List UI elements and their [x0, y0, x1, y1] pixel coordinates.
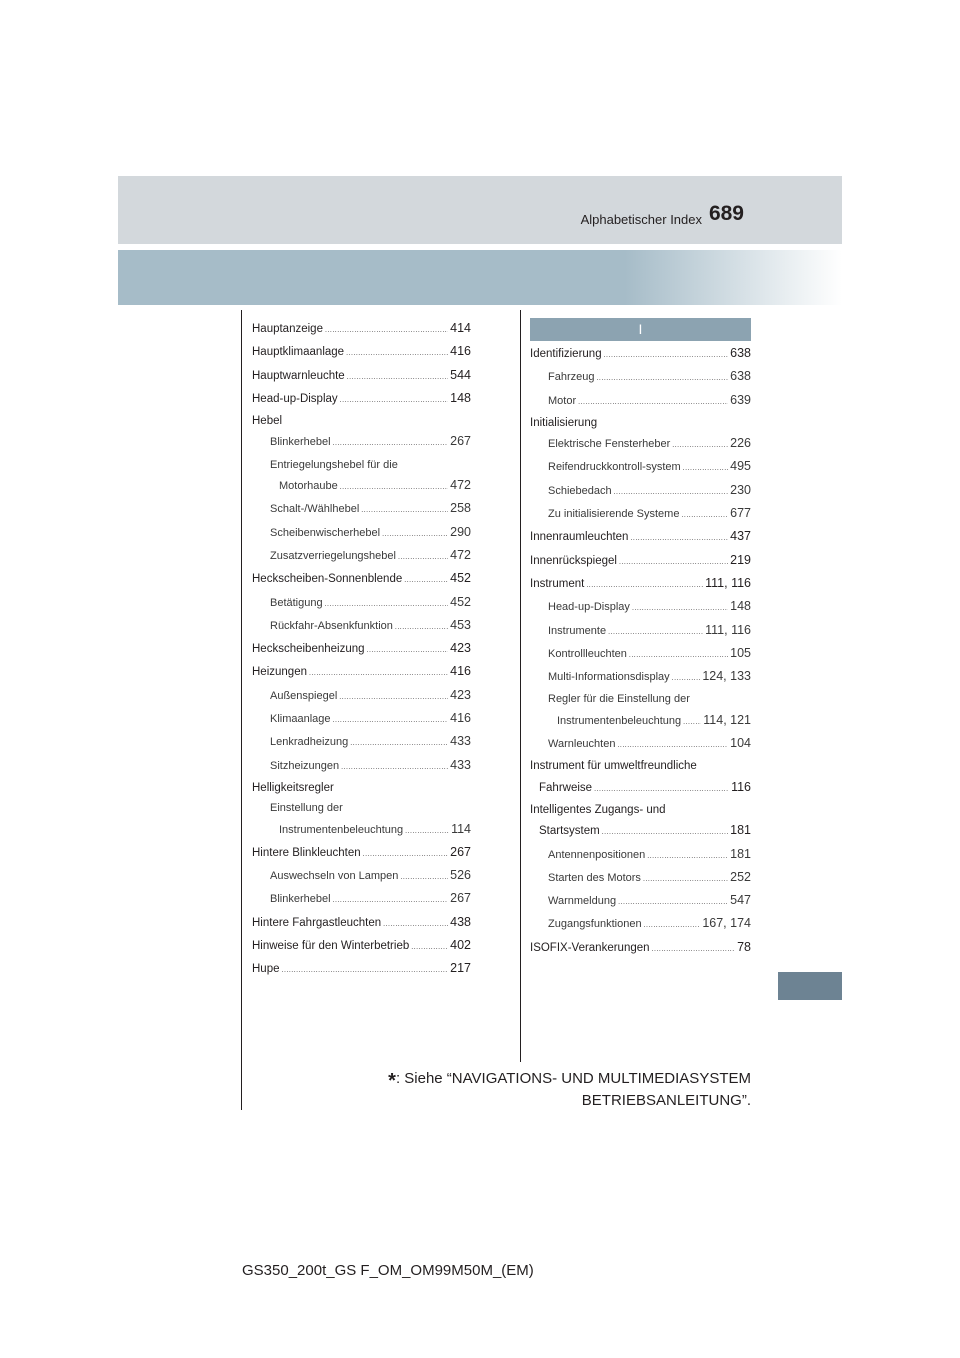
index-entry — [252, 455, 471, 475]
index-term: Schiebedach — [548, 484, 612, 497]
index-term: Außenspiegel — [270, 689, 338, 702]
dot-leader — [325, 319, 448, 341]
index-term: Zusatzverriegelungshebel — [270, 549, 396, 562]
page-reference[interactable]: 416 — [450, 344, 471, 359]
index-term: Hupe — [252, 963, 280, 976]
index-term: Heckscheibenheizung — [252, 643, 365, 656]
index-term: Heckscheiben-Sonnenblende — [252, 573, 403, 586]
index-term: Innenrückspiegel — [530, 554, 617, 567]
page-reference[interactable]: 526 — [450, 868, 471, 883]
page-reference[interactable]: 267 — [450, 844, 471, 859]
page-reference[interactable]: 453 — [450, 617, 471, 632]
dot-leader — [643, 868, 728, 890]
index-entry — [252, 778, 471, 798]
index-entry — [530, 777, 751, 800]
dot-leader — [629, 644, 728, 666]
index-term: Intelligentes Zugangs- und — [530, 803, 666, 816]
dot-leader — [325, 593, 449, 615]
page-reference[interactable]: 111, 116 — [705, 575, 751, 590]
dot-leader — [361, 499, 448, 521]
index-term: Identifizierung — [530, 348, 602, 360]
index-term: Hauptanzeige — [252, 323, 323, 335]
page-reference[interactable]: 181 — [730, 846, 751, 861]
page-reference[interactable]: 472 — [450, 478, 471, 493]
index-term: Warnmeldung — [548, 895, 617, 908]
dot-leader — [341, 756, 448, 778]
dot-leader — [586, 574, 703, 596]
index-entry — [530, 820, 751, 843]
page-reference[interactable]: 230 — [730, 482, 751, 497]
index-term: Fahrzeug — [548, 371, 595, 384]
dot-leader — [346, 342, 448, 364]
page-reference[interactable]: 114 — [451, 821, 471, 836]
index-entry — [530, 913, 751, 936]
index-entry — [252, 888, 471, 911]
dot-leader — [398, 546, 448, 568]
dot-leader — [672, 434, 728, 456]
page-reference[interactable]: 148 — [730, 599, 751, 614]
index-entry — [252, 498, 471, 521]
page-reference[interactable]: 452 — [450, 571, 471, 586]
document-code: GS350_200t_GS F_OM_OM99M50M_(EM) — [242, 1262, 534, 1279]
page-reference[interactable]: 638 — [730, 369, 751, 384]
dot-leader — [309, 662, 448, 684]
page-reference[interactable]: 167, 174 — [702, 916, 751, 931]
dot-leader — [340, 389, 448, 411]
left-rule — [241, 310, 242, 1110]
index-term: Blinkerhebel — [270, 436, 331, 449]
index-term: Warnleuchten — [548, 738, 616, 751]
page-reference[interactable]: 252 — [730, 869, 751, 884]
index-entry — [530, 456, 751, 479]
page-reference[interactable]: 78 — [737, 939, 751, 954]
index-entry — [252, 615, 471, 638]
dot-leader — [340, 476, 448, 498]
page-header — [118, 176, 842, 244]
dot-leader — [630, 527, 728, 549]
index-term: Heizungen — [252, 666, 307, 679]
index-entry — [252, 388, 471, 411]
letter-heading: I — [530, 318, 751, 341]
index-term: Hauptwarnleuchte — [252, 369, 345, 382]
page-reference[interactable]: 402 — [450, 938, 471, 953]
page-reference[interactable]: 414 — [450, 321, 471, 335]
index-term: Instrumente — [548, 624, 607, 637]
index-entry — [530, 643, 751, 666]
index-term: Lenkradheizung — [270, 736, 349, 749]
dot-leader — [339, 686, 448, 708]
page-reference[interactable]: 148 — [450, 390, 471, 405]
index-term: Elektrische Fensterheber — [548, 438, 671, 451]
dot-leader — [350, 732, 448, 754]
dot-leader — [383, 913, 448, 935]
index-entry — [530, 573, 751, 596]
index-entry — [530, 937, 751, 960]
page-reference[interactable]: 423 — [450, 641, 471, 656]
dot-leader — [333, 432, 449, 454]
index-entry — [530, 867, 751, 890]
footnote — [380, 1069, 751, 1110]
index-entry — [252, 341, 471, 364]
page-reference[interactable]: 116 — [731, 779, 751, 794]
index-entry — [252, 798, 471, 818]
dot-leader — [411, 936, 448, 958]
index-term: Hebel — [252, 415, 283, 428]
dot-leader — [681, 504, 728, 526]
index-term: Einstellung der — [270, 802, 343, 815]
column-divider — [520, 310, 521, 1062]
index-entry — [252, 592, 471, 615]
dot-leader — [652, 938, 736, 960]
index-entry — [252, 708, 471, 731]
page-reference[interactable]: 267 — [450, 891, 471, 906]
page-reference[interactable]: 423 — [450, 687, 471, 702]
index-entry — [252, 912, 471, 935]
index-entry — [252, 545, 471, 568]
index-term: Antennenpositionen — [548, 848, 646, 861]
page-reference[interactable]: 267 — [450, 434, 471, 449]
index-entry — [530, 596, 751, 619]
page-reference[interactable]: 226 — [730, 436, 751, 451]
index-entry — [530, 390, 751, 413]
dot-leader — [282, 959, 449, 981]
index-term: Innenraumleuchten — [530, 531, 629, 544]
page-reference[interactable]: 104 — [730, 736, 751, 751]
dot-leader — [400, 866, 448, 888]
index-entry — [530, 343, 751, 366]
index-term: Schalt-/Wählhebel — [270, 503, 360, 516]
index-entry — [530, 710, 751, 733]
dot-leader — [395, 616, 448, 638]
index-entry — [530, 433, 751, 456]
dot-leader — [608, 621, 703, 643]
footnote-marker: * — [388, 1070, 396, 1092]
index-entry — [530, 890, 751, 913]
page-reference[interactable]: 114, 121 — [703, 712, 751, 727]
index-entry — [252, 755, 471, 778]
index-term: Klimaanlage — [270, 713, 331, 726]
dot-leader — [602, 821, 728, 843]
page-reference[interactable]: 290 — [450, 524, 471, 539]
index-term: Blinkerhebel — [270, 893, 331, 906]
index-entry — [252, 638, 471, 661]
footnote-line-1: : Siehe “NAVIGATIONS- UND MULTIMEDIASYSTEM — [395, 1070, 751, 1087]
dot-leader — [683, 711, 701, 733]
index-tab-marker — [778, 972, 842, 1000]
index-entry — [252, 685, 471, 708]
dot-leader — [333, 889, 449, 911]
dot-leader — [672, 667, 701, 689]
index-term: Instrumentenbeleuchtung — [557, 714, 682, 727]
index-term: Motorhaube — [279, 480, 338, 493]
dot-leader — [333, 709, 449, 731]
dot-leader — [683, 457, 728, 479]
index-entry — [530, 733, 751, 756]
index-column-left — [252, 318, 471, 982]
index-term: Hinweise für den Winterbetrieb — [252, 940, 410, 953]
index-entry — [530, 844, 751, 867]
page-reference[interactable]: 124, 133 — [702, 669, 751, 684]
dot-leader — [405, 820, 449, 842]
index-entry — [530, 366, 751, 389]
index-term: Zugangsfunktionen — [548, 918, 642, 931]
index-term: Hauptklimaanlage — [252, 346, 345, 359]
index-entry — [252, 731, 471, 754]
dot-leader — [644, 914, 701, 936]
page-reference[interactable]: 219 — [730, 552, 751, 567]
index-term: Zu initialisierende Systeme — [548, 508, 680, 521]
index-entry — [252, 935, 471, 958]
index-entry — [530, 550, 751, 573]
page-reference[interactable]: 105 — [730, 645, 751, 660]
index-term: Head-up-Display — [548, 601, 630, 614]
index-entry — [252, 819, 471, 842]
page-reference[interactable]: 217 — [450, 961, 471, 976]
index-entry — [252, 522, 471, 545]
page-reference[interactable]: 495 — [730, 459, 751, 474]
page-reference[interactable]: 547 — [730, 893, 751, 908]
index-term: Hintere Blinkleuchten — [252, 846, 361, 859]
index-term: Rückfahr-Absenkfunktion — [270, 619, 393, 632]
index-term: Motor — [548, 394, 577, 407]
dot-leader — [596, 367, 728, 389]
page-reference[interactable]: 452 — [450, 594, 471, 609]
dot-leader — [618, 891, 728, 913]
page-reference[interactable]: 437 — [730, 529, 751, 544]
page-reference[interactable]: 472 — [450, 547, 471, 562]
page-reference[interactable]: 677 — [730, 506, 751, 521]
index-term: Instrumentenbeleuchtung — [279, 823, 404, 836]
index-entry — [252, 958, 471, 981]
dot-leader — [367, 639, 449, 661]
dot-leader — [647, 845, 728, 867]
dot-leader — [578, 391, 728, 413]
index-entry — [252, 411, 471, 431]
dot-leader — [619, 551, 728, 573]
dot-leader — [382, 523, 448, 545]
page-reference[interactable]: 438 — [450, 914, 471, 929]
index-term: ISOFIX-Verankerungen — [530, 941, 650, 954]
index-entry — [252, 661, 471, 684]
index-entry — [252, 365, 471, 388]
index-entry — [530, 756, 751, 776]
section-title: Alphabetischer Index — [580, 212, 702, 227]
index-entry — [530, 666, 751, 689]
dot-leader — [604, 344, 729, 366]
index-entry — [252, 865, 471, 888]
page-number: 689 — [708, 202, 744, 225]
index-term: Instrument für umweltfreundliche — [530, 760, 697, 773]
index-entry — [252, 318, 471, 341]
index-entry — [530, 526, 751, 549]
index-term: Betätigung — [270, 596, 323, 609]
index-column-right — [530, 318, 751, 960]
page-reference[interactable]: 639 — [730, 392, 751, 407]
header-band — [118, 250, 842, 305]
dot-leader — [617, 734, 728, 756]
index-term: Helligkeitsregler — [252, 781, 334, 794]
page-reference[interactable]: 638 — [730, 346, 751, 360]
index-term: Reifendruckkontroll-system — [548, 461, 681, 474]
index-entry — [530, 689, 751, 709]
index-term: Starten des Motors — [548, 871, 641, 884]
index-entry — [530, 800, 751, 820]
index-term: Instrument — [530, 577, 585, 590]
index-term: Hintere Fahrgastleuchten — [252, 916, 382, 929]
dot-leader — [347, 366, 448, 388]
index-term: Entriegelungshebel für die — [270, 458, 398, 471]
index-term: Sitzheizungen — [270, 759, 340, 772]
index-term: Multi-Informationsdisplay — [548, 671, 670, 684]
page-reference[interactable]: 433 — [450, 757, 471, 772]
page-reference[interactable]: 416 — [450, 711, 471, 726]
dot-leader — [594, 778, 729, 800]
index-term: Kontrollleuchten — [548, 647, 627, 660]
footnote-line-2: BETRIEBSANLEITUNG”. — [581, 1092, 751, 1109]
index-entry — [252, 568, 471, 591]
index-entry — [252, 431, 471, 454]
dot-leader — [363, 843, 448, 865]
index-entry — [530, 413, 751, 433]
dot-leader — [614, 481, 729, 503]
page-reference[interactable]: 544 — [450, 367, 471, 382]
page-reference[interactable]: 111, 116 — [705, 622, 751, 637]
index-term: Regler für die Einstellung der — [548, 693, 690, 706]
page-reference[interactable]: 433 — [450, 734, 471, 749]
index-term: Scheibenwischerhebel — [270, 526, 381, 539]
index-entry — [530, 503, 751, 526]
dot-leader — [404, 569, 448, 591]
index-term: Fahrweise — [539, 781, 593, 794]
index-entry — [252, 475, 471, 498]
index-entry — [252, 842, 471, 865]
index-term: Auswechseln von Lampen — [270, 870, 399, 883]
page-reference[interactable]: 181 — [730, 823, 751, 838]
index-term: Initialisierung — [530, 416, 598, 429]
index-entry — [530, 480, 751, 503]
dot-leader — [632, 597, 728, 619]
index-term: Startsystem — [539, 825, 600, 838]
page-reference[interactable]: 258 — [450, 501, 471, 516]
index-entry — [530, 620, 751, 643]
index-term: Head-up-Display — [252, 392, 338, 405]
page-reference[interactable]: 416 — [450, 664, 471, 679]
